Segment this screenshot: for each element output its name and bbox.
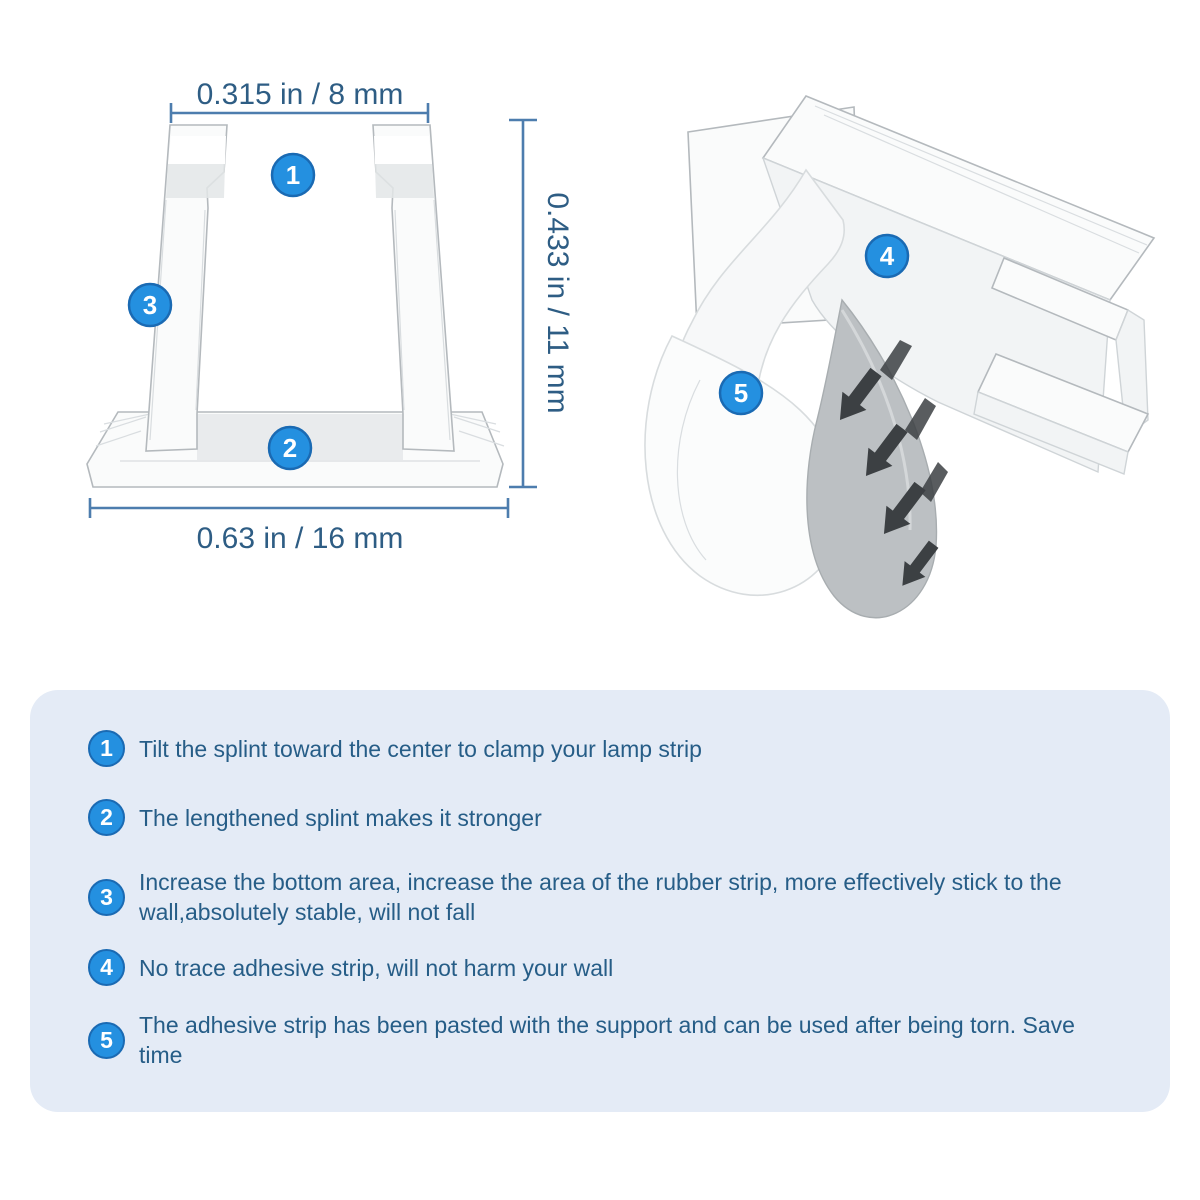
dimension-bottom-width (90, 498, 508, 555)
svg-text:1: 1 (285, 160, 301, 190)
feature-number-badge: 3 (88, 879, 125, 916)
feature-item (88, 799, 1140, 836)
features-panel (30, 690, 1170, 1112)
feature-text: The adhesive strip has been pasted with the support and can be used after being torn. Save time (139, 1012, 1075, 1068)
callout-2 (269, 427, 311, 469)
feature-number-badge: 5 (88, 1022, 125, 1059)
clip-right-splint-highlight (374, 136, 432, 164)
svg-text:3: 3 (142, 290, 158, 320)
feature-number-badge: 4 (88, 949, 125, 986)
dimension-height (509, 120, 574, 487)
feature-text: The lengthened splint makes it stronger (139, 804, 542, 831)
clip-front-view (87, 78, 574, 555)
dimension-top-width-label: 0.315 in / 8 mm (196, 78, 404, 111)
dimension-top-width (171, 78, 428, 123)
feature-text: No trace adhesive strip, will not harm your wall (139, 954, 614, 981)
svg-text:2: 2 (282, 433, 298, 463)
feature-number-badge: 2 (88, 799, 125, 836)
callout-1 (272, 154, 314, 196)
feature-item (88, 1010, 1140, 1070)
feature-item (88, 949, 1140, 986)
clip-left-splint-highlight (168, 136, 226, 164)
feature-item (88, 730, 1140, 767)
callout-4 (866, 235, 908, 277)
dimension-height-label: 0.433 in / 11 mm (541, 192, 574, 414)
clip-peel-view (645, 96, 1154, 618)
callout-3 (129, 284, 171, 326)
callout-5 (720, 372, 762, 414)
feature-text: Tilt the splint toward the center to clamp your lamp strip (139, 735, 702, 762)
feature-item (88, 867, 1140, 927)
svg-text:4: 4 (879, 241, 895, 271)
feature-number-badge: 1 (88, 730, 125, 767)
feature-text: Increase the bottom area, increase the area of the rubber strip, more effectively stick to the wall,absolutely stable, will not fall (139, 869, 1062, 925)
svg-text:5: 5 (733, 378, 749, 408)
dimension-bottom-width-label: 0.63 in / 16 mm (196, 522, 404, 555)
